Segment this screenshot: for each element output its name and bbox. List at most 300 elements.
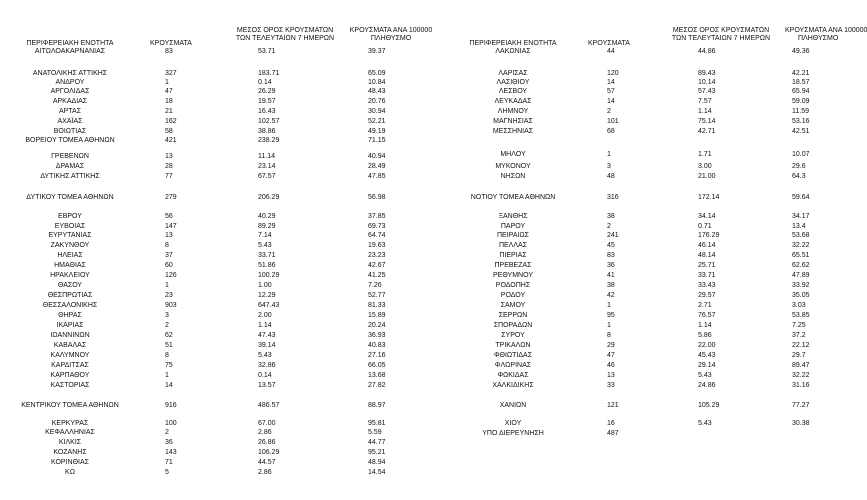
cases-cell: 421 (165, 137, 177, 144)
avg7-cell: 7.57 (698, 98, 712, 105)
region-cell: ΥΠΟ ΔΙΕΡΕΥΝΗΣΗ (482, 430, 544, 437)
table-row (0, 162, 850, 172)
table-row (0, 212, 850, 222)
per100k-cell: 29.7 (792, 352, 806, 359)
per100k-cell: 49.19 (368, 128, 386, 135)
per100k-cell: 37.85 (368, 213, 386, 220)
avg7-cell: 1.00 (258, 282, 272, 289)
per100k-cell: 31.16 (792, 382, 810, 389)
avg7-cell: 89.29 (258, 223, 276, 230)
header-region-right: ΠΕΡΙΦΕΡΕΙΑΚΗ ΕΝΟΤΗΤΑ (469, 40, 557, 47)
avg7-cell: 29.14 (698, 362, 716, 369)
cases-cell: 68 (607, 128, 615, 135)
region-cell: ΕΥΒΟΙΑΣ (54, 223, 86, 230)
per100k-cell: 53.68 (792, 232, 810, 239)
per100k-cell: 29.6 (792, 163, 806, 170)
header-per100k-line1: ΚΡΟΥΣΜΑΤΑ ΑΝΑ 100000 (349, 27, 433, 34)
avg7-cell: 33.71 (258, 252, 276, 259)
region-cell: ΣΥΡΟΥ (501, 332, 525, 339)
table-row (0, 401, 850, 411)
cases-cell: 28 (165, 163, 173, 170)
region-cell: ΛΑΡΙΣΑΣ (498, 70, 528, 77)
cases-cell: 46 (607, 362, 615, 369)
avg7-cell: 1.14 (698, 322, 712, 329)
cases-cell: 8 (607, 332, 611, 339)
region-cell: ΦΛΩΡΙΝΑΣ (494, 362, 532, 369)
avg7-cell: 67.57 (258, 173, 276, 180)
table-row (0, 172, 850, 182)
region-cell: ΙΚΑΡΙΑΣ (56, 322, 84, 329)
region-cell: ΠΑΡΟΥ (500, 223, 526, 230)
cases-cell: 23 (165, 292, 173, 299)
region-cell: ΘΕΣΠΡΩΤΙΑΣ (47, 292, 93, 299)
cases-cell: 487 (607, 430, 619, 437)
avg7-cell: 2.86 (258, 429, 272, 436)
region-cell: ΡΟΔΟΥ (500, 292, 526, 299)
cases-cell: 2 (165, 429, 169, 436)
avg7-cell: 24.86 (698, 382, 716, 389)
region-cell: ΘΕΣΣΑΛΟΝΙΚΗΣ (42, 302, 98, 309)
per100k-cell: 64.3 (792, 173, 806, 180)
table-row (0, 127, 850, 137)
cases-cell: 143 (165, 449, 177, 456)
region-cell: ΣΕΡΡΩΝ (498, 312, 528, 319)
table-row (0, 107, 850, 117)
per100k-cell: 5.59 (368, 429, 382, 436)
header-region-left: ΠΕΡΙΦΕΡΕΙΑΚΗ ΕΝΟΤΗΤΑ (26, 40, 114, 47)
region-cell: ΒΟΡΕΙΟΥ ΤΟΜΕΑ ΑΘΗΝΩΝ (25, 137, 115, 144)
region-cell: ΗΡΑΚΛΕΙΟΥ (50, 272, 90, 279)
per100k-cell: 7.26 (368, 282, 382, 289)
avg7-cell: 22.00 (698, 342, 716, 349)
region-cell: ΚΕΝΤΡΙΚΟΥ ΤΟΜΕΑ ΑΘΗΝΩΝ (21, 402, 119, 409)
region-cell: ΛΗΜΝΟΥ (497, 108, 529, 115)
region-cell: ΘΑΣΟΥ (57, 282, 83, 289)
table-row (0, 251, 850, 261)
avg7-cell: 12.29 (258, 292, 276, 299)
per100k-cell: 36.93 (368, 332, 386, 339)
region-cell: ΗΛΕΙΑΣ (57, 252, 83, 259)
cases-cell: 36 (607, 262, 615, 269)
per100k-cell: 48.94 (368, 459, 386, 466)
cases-cell: 21 (165, 108, 173, 115)
region-cell: ΞΑΝΘΗΣ (498, 213, 528, 220)
per100k-cell: 71.15 (368, 137, 386, 144)
cases-cell: 241 (607, 232, 619, 239)
per100k-cell: 49.36 (792, 48, 810, 55)
avg7-cell: 75.14 (698, 118, 716, 125)
header-per100k-left (335, 27, 447, 43)
table-row (0, 468, 850, 478)
per100k-cell: 10.84 (368, 79, 386, 86)
avg7-cell: 102.57 (258, 118, 280, 125)
cases-cell: 14 (607, 79, 615, 86)
region-cell: ΠΡΕΒΕΖΑΣ (494, 262, 532, 269)
table-row (0, 291, 850, 301)
cases-cell: 8 (165, 242, 169, 249)
per100k-cell: 7.25 (792, 322, 806, 329)
cases-cell: 56 (165, 213, 173, 220)
region-cell: ΕΥΡΥΤΑΝΙΑΣ (48, 232, 92, 239)
per100k-cell: 95.81 (368, 420, 386, 427)
region-cell: ΚΑΒΑΛΑΣ (53, 342, 87, 349)
cases-cell: 37 (165, 252, 173, 259)
cases-cell: 71 (165, 459, 173, 466)
avg7-cell: 1.14 (698, 108, 712, 115)
per100k-cell: 65.09 (368, 70, 386, 77)
table-row (0, 87, 850, 97)
table-row (0, 97, 850, 107)
per100k-cell: 10.07 (792, 151, 810, 158)
region-cell: ΛΑΚΩΝΙΑΣ (495, 48, 531, 55)
region-cell: ΚΑΡΠΑΘΟΥ (50, 372, 90, 379)
avg7-cell: 45.43 (698, 352, 716, 359)
per100k-cell: 22.12 (792, 342, 810, 349)
avg7-cell: 7.14 (258, 232, 272, 239)
region-cell: ΚΩ (65, 469, 75, 476)
per100k-cell: 47.85 (368, 173, 386, 180)
avg7-cell: 238.29 (258, 137, 280, 144)
table-row (0, 117, 850, 127)
per100k-cell: 66.05 (368, 362, 386, 369)
avg7-cell: 48.14 (698, 252, 716, 259)
avg7-cell: 32.86 (258, 362, 276, 369)
cases-cell: 5 (165, 469, 169, 476)
header-per100k-line2: ΠΛΗΘΥΣΜΟ (798, 35, 839, 42)
table-row (0, 241, 850, 251)
header-avg7-line1: ΜΕΣΟΣ ΟΡΟΣ ΚΡΟΥΣΜΑΤΩΝ (672, 27, 770, 34)
region-cell: ΧΙΟΥ (504, 420, 522, 427)
per100k-cell: 59.64 (792, 194, 810, 201)
avg7-cell: 26.86 (258, 439, 276, 446)
cases-cell: 77 (165, 173, 173, 180)
avg7-cell: 38.86 (258, 128, 276, 135)
region-cell: ΠΕΙΡΑΙΩΣ (497, 232, 529, 239)
per100k-cell: 32.22 (792, 242, 810, 249)
per100k-cell: 14.54 (368, 469, 386, 476)
per100k-cell: 27.16 (368, 352, 386, 359)
cases-cell: 83 (165, 48, 173, 55)
per100k-cell: 35.05 (792, 292, 810, 299)
per100k-cell: 59.09 (792, 98, 810, 105)
region-cell: ΚΑΡΔΙΤΣΑΣ (51, 362, 89, 369)
cases-cell: 14 (607, 98, 615, 105)
region-cell: ΜΕΣΣΗΝΙΑΣ (492, 128, 534, 135)
table-row (0, 271, 850, 281)
avg7-cell: 5.43 (258, 352, 272, 359)
header-per100k-right (780, 27, 867, 43)
region-cell: ΡΕΘΥΜΝΟΥ (492, 272, 533, 279)
cases-cell: 2 (607, 223, 611, 230)
region-cell: ΡΟΔΟΠΗΣ (495, 282, 531, 289)
cases-cell: 126 (165, 272, 177, 279)
per100k-cell: 89.47 (792, 362, 810, 369)
cases-cell: 327 (165, 70, 177, 77)
per100k-cell: 19.63 (368, 242, 386, 249)
region-cell: ΚΕΡΚΥΡΑΣ (51, 420, 89, 427)
per100k-cell: 33.92 (792, 282, 810, 289)
per100k-cell: 47.89 (792, 272, 810, 279)
cases-cell: 279 (165, 194, 177, 201)
per100k-cell: 52.21 (368, 118, 386, 125)
table-row (0, 311, 850, 321)
cases-cell: 60 (165, 262, 173, 269)
per100k-cell: 39.37 (368, 48, 386, 55)
cases-cell: 3 (165, 312, 169, 319)
per100k-cell: 30.38 (792, 420, 810, 427)
avg7-cell: 176.29 (698, 232, 720, 239)
region-cell: ΜΑΓΝΗΣΙΑΣ (493, 118, 533, 125)
region-cell: ΙΩΑΝΝΙΝΩΝ (50, 332, 90, 339)
per100k-cell: 15.89 (368, 312, 386, 319)
per100k-cell: 42.51 (792, 128, 810, 135)
region-cell: ΣΠΟΡΑΔΩΝ (493, 322, 533, 329)
cases-cell: 51 (165, 342, 173, 349)
region-cell: ΛΕΥΚΑΔΑΣ (494, 98, 532, 105)
cases-cell: 83 (607, 252, 615, 259)
per100k-cell: 48.43 (368, 88, 386, 95)
cases-cell: 95 (607, 312, 615, 319)
avg7-cell: 206.29 (258, 194, 280, 201)
avg7-cell: 5.43 (698, 372, 712, 379)
cases-cell: 13 (165, 232, 173, 239)
region-cell: ΑΙΤΩΛΟΑΚΑΡΝΑΝΙΑΣ (34, 48, 106, 55)
avg7-cell: 25.71 (698, 262, 716, 269)
avg7-cell: 100.29 (258, 272, 280, 279)
region-cell: ΜΗΛΟΥ (500, 151, 526, 158)
table-row (0, 381, 850, 391)
region-cell: ΛΕΣΒΟΥ (498, 88, 528, 95)
avg7-cell: 183.71 (258, 70, 280, 77)
region-cell: ΔΡΑΜΑΣ (55, 163, 85, 170)
region-cell: ΔΥΤΙΚΗΣ ΑΤΤΙΚΗΣ (40, 173, 100, 180)
avg7-cell: 3.00 (698, 163, 712, 170)
per100k-cell: 34.17 (792, 213, 810, 220)
per100k-cell: 27.82 (368, 382, 386, 389)
per100k-cell: 20.76 (368, 98, 386, 105)
header-avg7-line2: ΤΩΝ ΤΕΛΕΥΤΑΙΩΝ 7 ΗΜΕΡΩΝ (235, 35, 335, 42)
table-row (0, 150, 850, 160)
avg7-cell: 89.43 (698, 70, 716, 77)
region-cell: ΑΝΑΤΟΛΙΚΗΣ ΑΤΤΙΚΗΣ (32, 70, 108, 77)
region-cell: ΔΥΤΙΚΟΥ ΤΟΜΕΑ ΑΘΗΝΩΝ (26, 194, 114, 201)
avg7-cell: 2.86 (258, 469, 272, 476)
avg7-cell: 23.14 (258, 163, 276, 170)
region-cell: ΖΑΚΥΝΘΟΥ (50, 242, 90, 249)
table-row (0, 419, 850, 429)
table-row (0, 331, 850, 341)
avg7-cell: 46.14 (698, 242, 716, 249)
cases-cell: 47 (607, 352, 615, 359)
cases-cell: 41 (607, 272, 615, 279)
per100k-cell: 56.98 (368, 194, 386, 201)
avg7-cell: 33.43 (698, 282, 716, 289)
per100k-cell: 20.24 (368, 322, 386, 329)
cases-cell: 38 (607, 282, 615, 289)
cases-cell: 62 (165, 332, 173, 339)
avg7-cell: 33.71 (698, 272, 716, 279)
per100k-cell: 18.57 (792, 79, 810, 86)
avg7-cell: 106.29 (258, 449, 280, 456)
cases-cell: 1 (165, 372, 169, 379)
header-avg7-line1: ΜΕΣΟΣ ΟΡΟΣ ΚΡΟΥΣΜΑΤΩΝ (236, 27, 334, 34)
cases-cell: 45 (607, 242, 615, 249)
avg7-cell: 19.57 (258, 98, 276, 105)
table-row (0, 301, 850, 311)
cases-cell: 100 (165, 420, 177, 427)
avg7-cell: 1.14 (258, 322, 272, 329)
cases-cell: 1 (165, 282, 169, 289)
per100k-cell: 65.94 (792, 88, 810, 95)
cases-cell: 18 (165, 98, 173, 105)
avg7-cell: 40.29 (258, 213, 276, 220)
avg7-cell: 57.43 (698, 88, 716, 95)
per100k-cell: 13.68 (368, 372, 386, 379)
cases-cell: 1 (165, 79, 169, 86)
avg7-cell: 29.57 (698, 292, 716, 299)
per100k-cell: 52.77 (368, 292, 386, 299)
header-per100k-line1: ΚΡΟΥΣΜΑΤΑ ΑΝΑ 100000 (785, 27, 867, 34)
region-cell: ΓΡΕΒΕΝΩΝ (51, 153, 89, 160)
cases-cell: 42 (607, 292, 615, 299)
cases-cell: 1 (607, 322, 611, 329)
avg7-cell: 26.29 (258, 88, 276, 95)
header-avg7-right (661, 27, 781, 43)
cases-cell: 38 (607, 213, 615, 220)
cases-cell: 16 (607, 420, 615, 427)
cases-cell: 75 (165, 362, 173, 369)
table-row (0, 448, 850, 458)
cases-cell: 316 (607, 194, 619, 201)
avg7-cell: 53.71 (258, 48, 276, 55)
per100k-cell: 62.62 (792, 262, 810, 269)
cases-cell: 48 (607, 173, 615, 180)
per100k-cell: 42.67 (368, 262, 386, 269)
table-row (0, 371, 850, 381)
avg7-cell: 5.43 (698, 420, 712, 427)
region-cell: ΦΩΚΙΔΑΣ (497, 372, 529, 379)
per100k-cell: 30.94 (368, 108, 386, 115)
per100k-cell: 23.23 (368, 252, 386, 259)
per100k-cell: 3.03 (792, 302, 806, 309)
cases-cell: 162 (165, 118, 177, 125)
region-cell: ΚΕΦΑΛΛΗΝΙΑΣ (45, 429, 95, 436)
region-cell: ΚΑΛΥΜΝΟΥ (50, 352, 90, 359)
region-cell: ΣΑΜΟΥ (500, 302, 526, 309)
cases-cell: 3 (607, 163, 611, 170)
cases-cell: 2 (607, 108, 611, 115)
per100k-cell: 53.16 (792, 118, 810, 125)
avg7-cell: 10.14 (698, 79, 716, 86)
avg7-cell: 51.86 (258, 262, 276, 269)
table-row (0, 458, 850, 468)
region-cell: ΑΝΔΡΟΥ (55, 79, 85, 86)
region-cell: ΛΑΣΙΘΙΟΥ (496, 79, 530, 86)
cases-cell: 33 (607, 382, 615, 389)
avg7-cell: 0.14 (258, 79, 272, 86)
table-row (0, 321, 850, 331)
avg7-cell: 105.29 (698, 402, 720, 409)
per100k-cell: 40.83 (368, 342, 386, 349)
table-row (0, 351, 850, 361)
per100k-cell: 37.2 (792, 332, 806, 339)
per100k-cell: 95.21 (368, 449, 386, 456)
avg7-cell: 16.43 (258, 108, 276, 115)
cases-cell: 120 (607, 70, 619, 77)
cases-cell: 121 (607, 402, 619, 409)
cases-cell: 13 (165, 153, 173, 160)
cases-cell: 57 (607, 88, 615, 95)
header-avg7-left (225, 27, 345, 43)
avg7-cell: 5.43 (258, 242, 272, 249)
avg7-cell: 486.57 (258, 402, 280, 409)
cases-cell: 36 (165, 439, 173, 446)
region-cell: ΑΡΚΑΔΙΑΣ (52, 98, 88, 105)
table-row (0, 47, 850, 57)
cases-cell: 29 (607, 342, 615, 349)
per100k-cell: 81.33 (368, 302, 386, 309)
avg7-cell: 34.14 (698, 213, 716, 220)
table-row (0, 231, 850, 241)
cases-cell: 14 (165, 382, 173, 389)
avg7-cell: 647.43 (258, 302, 280, 309)
per100k-cell: 28.49 (368, 163, 386, 170)
header-cases-left: ΚΡΟΥΣΜΑΤΑ (150, 40, 192, 47)
avg7-cell: 0.71 (698, 223, 712, 230)
avg7-cell: 2.71 (698, 302, 712, 309)
region-cell: ΑΡΤΑΣ (58, 108, 82, 115)
header-avg7-line2: ΤΩΝ ΤΕΛΕΥΤΑΙΩΝ 7 ΗΜΕΡΩΝ (671, 35, 771, 42)
region-cell: ΝΗΣΩΝ (500, 173, 526, 180)
region-cell: ΑΧΑΪΑΣ (57, 118, 83, 125)
region-cell: ΘΗΡΑΣ (58, 312, 82, 319)
per100k-cell: 42.21 (792, 70, 810, 77)
region-cell: ΚΟΡΙΝΘΙΑΣ (51, 459, 89, 466)
table-row (0, 429, 850, 439)
per100k-cell: 65.51 (792, 252, 810, 259)
region-cell: ΠΙΕΡΙΑΣ (499, 252, 527, 259)
avg7-cell: 2.00 (258, 312, 272, 319)
table-row (0, 341, 850, 351)
avg7-cell: 42.71 (698, 128, 716, 135)
avg7-cell: 172.14 (698, 194, 720, 201)
avg7-cell: 11.14 (258, 153, 275, 160)
region-cell: ΜΥΚΟΝΟΥ (495, 163, 531, 170)
region-cell: ΚΙΛΚΙΣ (58, 439, 82, 446)
avg7-cell: 13.57 (258, 382, 276, 389)
table-row (0, 361, 850, 371)
cases-cell: 8 (165, 352, 169, 359)
cases-cell: 47 (165, 88, 173, 95)
table-row (0, 193, 850, 203)
avg7-cell: 1.71 (698, 151, 712, 158)
region-cell: ΒΟΙΩΤΙΑΣ (53, 128, 87, 135)
avg7-cell: 44.86 (698, 48, 716, 55)
per100k-cell: 11.59 (792, 108, 809, 115)
table-row (0, 136, 850, 146)
region-cell: ΧΑΝΙΩΝ (499, 402, 527, 409)
cases-cell: 2 (165, 322, 169, 329)
region-cell: ΤΡΙΚΑΛΩΝ (495, 342, 531, 349)
cases-cell: 1 (607, 302, 611, 309)
avg7-cell: 44.57 (258, 459, 276, 466)
table-row (0, 281, 850, 291)
cases-cell: 147 (165, 223, 177, 230)
avg7-cell: 47.43 (258, 332, 276, 339)
region-cell: ΧΑΛΚΙΔΙΚΗΣ (492, 382, 534, 389)
table-row (0, 438, 850, 448)
per100k-cell: 44.77 (368, 439, 386, 446)
